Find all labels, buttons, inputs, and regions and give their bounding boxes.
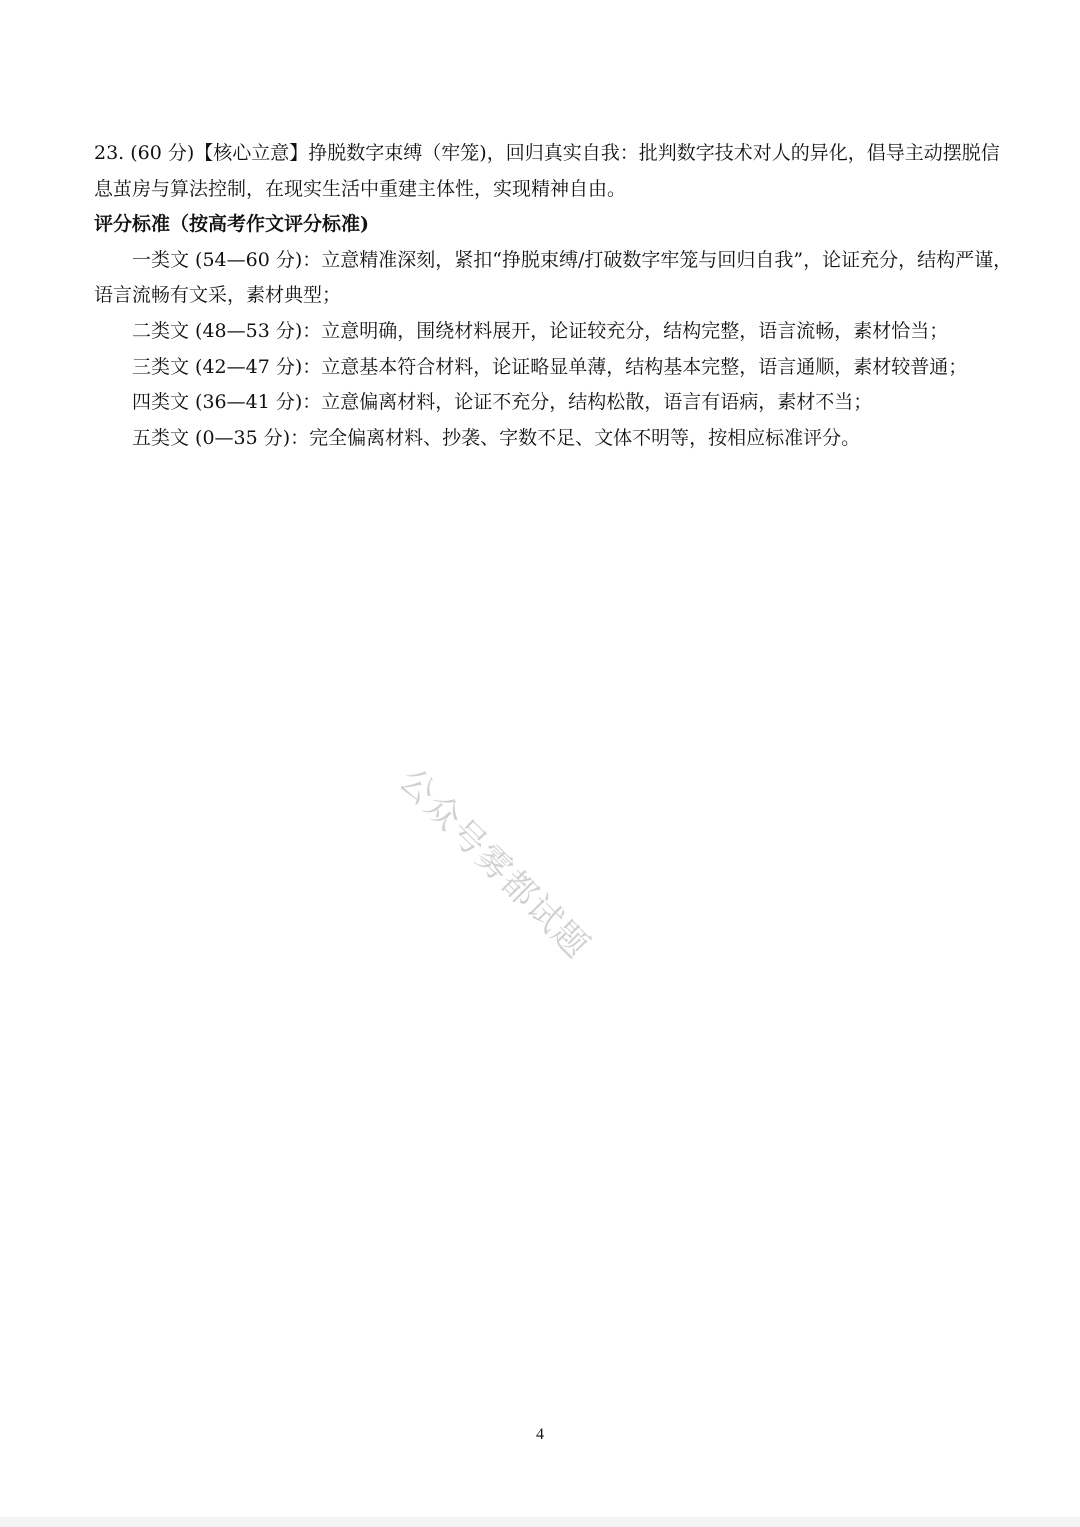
- grade-5: 五类文 (0—35 分)：完全偏离材料、抄袭、字数不足、文体不明等，按相应标准评分。: [132, 426, 861, 449]
- page-bottom-edge: [0, 1517, 1080, 1527]
- grade-2: 二类文 (48—53 分)：立意明确，围绕材料展开，论证较充分，结构完整，语言流畅，素材恰当；: [132, 319, 949, 342]
- page-number: 4: [536, 1426, 544, 1443]
- answer-line-2: 息茧房与算法控制，在现实生活中重建主体性，实现精神自由。: [94, 177, 627, 200]
- grade-1-line-2: 语言流畅有文采，素材典型；: [94, 284, 342, 307]
- grade-3: 三类文 (42—47 分)：立意基本符合材料，论证略显单薄，结构基本完整，语言通顺，素材较普通；: [132, 355, 968, 378]
- answer-line-1: 23. (60 分)【核心立意】挣脱数字束缚（牢笼)，回归真实自我：批判数字技术对人的异化，倡导主动摆脱信: [94, 142, 1000, 164]
- watermark: 公众号雾都试题: [391, 760, 598, 968]
- answer-section: [94, 136, 1013, 456]
- grade-1-line-1: 一类文 (54—60 分)：立意精准深刻，紧扣“挣脱束缚/打破数字牢笼与回归自我”，论证充分，结构严谨，: [132, 248, 1013, 271]
- criteria-heading: 评分标准（按高考作文评分标准): [94, 213, 369, 236]
- grade-4: 四类文 (36—41 分)：立意偏离材料，论证不充分，结构松散，语言有语病，素材不当；: [132, 391, 873, 414]
